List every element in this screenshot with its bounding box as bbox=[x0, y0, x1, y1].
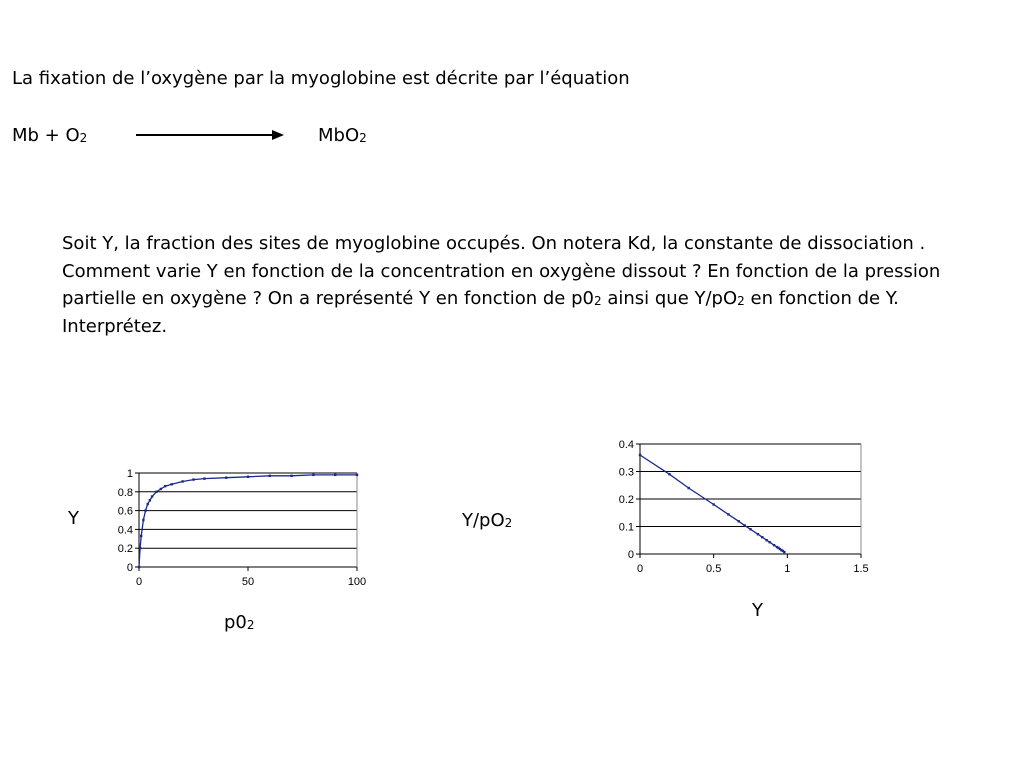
chart1-ytick-label: 1 bbox=[126, 468, 133, 480]
chart1-data-point bbox=[144, 509, 146, 511]
question-sub-2: 2 bbox=[737, 294, 745, 308]
chart1-data-point bbox=[334, 474, 336, 476]
question-part-1: Soit Y, la fraction des sites de myoglobine occupés. On notera Kd, la constante de dissociation . Comment varie Y en fonction de la concentration en oxygène dissout ? En fonction de la pression partielle en oxygène ? On a représenté Y en fonction de p0 bbox=[62, 233, 941, 309]
chart1-ylabel: Y bbox=[68, 508, 79, 529]
chart2-ylabel bbox=[462, 510, 512, 531]
chart2-data-point bbox=[757, 533, 759, 535]
chart1-xtick-label: 100 bbox=[347, 576, 367, 588]
chart1-data-point bbox=[181, 480, 183, 482]
chart2-data-point bbox=[738, 520, 740, 522]
chart1-data-point bbox=[203, 477, 205, 479]
chart2-xtick-label: 0 bbox=[636, 563, 644, 575]
question-paragraph bbox=[62, 230, 992, 340]
chart2-data-point bbox=[639, 454, 641, 456]
chart1-xlabel-subscript: 2 bbox=[246, 618, 255, 632]
chart1-xlabel bbox=[224, 612, 255, 633]
chart1-xlabel-text: p0 bbox=[224, 612, 247, 633]
chart1-data-point bbox=[164, 485, 166, 487]
reactants-text: Mb + O bbox=[12, 125, 80, 146]
chart2-xtick-label: 1 bbox=[784, 563, 791, 575]
chart2-data-point bbox=[773, 544, 775, 546]
equation-reactants bbox=[12, 125, 87, 146]
chart2-ytick-label: 0.2 bbox=[618, 494, 634, 506]
equation-product bbox=[318, 125, 367, 146]
reaction-arrow-icon bbox=[136, 128, 286, 142]
chart1-ytick-label: 0 bbox=[126, 562, 133, 574]
chart1-data-point bbox=[192, 478, 194, 480]
question-part-2: ainsi que Y/pO bbox=[601, 288, 738, 309]
chart2-data-point bbox=[687, 487, 689, 489]
chart1-data-point bbox=[149, 499, 151, 501]
intro-text: La fixation de l’oxygène par la myoglobine est décrite par l’équation bbox=[12, 68, 630, 89]
chart2-xtick-label: 1.5 bbox=[853, 563, 869, 575]
chart1-ytick-label: 0.6 bbox=[117, 505, 133, 518]
chart2-ytick-label: 0.4 bbox=[618, 439, 634, 451]
chart2-data-point bbox=[749, 528, 751, 530]
chart1-data-point bbox=[247, 476, 249, 478]
chart1-data-point bbox=[155, 491, 157, 493]
chart2-data-point bbox=[783, 551, 785, 553]
chart2-data-point bbox=[727, 513, 729, 515]
chart2-ytick-label: 0 bbox=[627, 549, 634, 561]
chart2-data-point bbox=[712, 503, 714, 505]
chart1-data-point bbox=[160, 488, 162, 490]
chart1-ytick-label: 0.8 bbox=[117, 486, 133, 499]
chart1-data-point bbox=[312, 474, 314, 476]
chart1-data-point bbox=[171, 483, 173, 485]
chart1-xtick-label: 0 bbox=[135, 576, 143, 588]
chart1-ytick-label: 0.2 bbox=[117, 543, 133, 556]
question-sub-1: 2 bbox=[593, 294, 602, 308]
chart1-series-line bbox=[139, 475, 357, 567]
chart1-data-point bbox=[139, 547, 141, 549]
product-subscript: 2 bbox=[359, 131, 367, 145]
chart2-data-point bbox=[668, 473, 670, 475]
chart2-data-point bbox=[768, 541, 770, 543]
chart2-data-point bbox=[743, 524, 745, 526]
chart1-data-point bbox=[140, 535, 142, 537]
chart1-saturation-curve bbox=[100, 458, 380, 598]
chart2-data-point bbox=[761, 536, 763, 538]
chart2-ytick-label: 0.1 bbox=[618, 521, 634, 534]
chart2-scatchard-plot bbox=[596, 432, 886, 588]
product-text: MbO bbox=[318, 125, 360, 146]
chart1-data-point bbox=[356, 474, 358, 476]
chart2-xlabel: Y bbox=[752, 600, 763, 621]
chart1-xtick-label: 50 bbox=[241, 576, 255, 588]
question-part-3: en fonction de Y. Interprétez. bbox=[62, 288, 899, 337]
chart1-ytick-label: 0.4 bbox=[117, 524, 133, 537]
chart2-data-point bbox=[766, 539, 768, 541]
chart1-data-point bbox=[142, 519, 144, 521]
reactants-subscript: 2 bbox=[79, 131, 88, 145]
chart2-ylabel-text: Y/pO bbox=[462, 510, 505, 531]
chart2-ylabel-subscript: 2 bbox=[504, 516, 513, 530]
chart2-xtick-label: 0.5 bbox=[706, 563, 722, 575]
chart2-ytick-label: 0.3 bbox=[618, 466, 634, 479]
chart1-data-point bbox=[225, 477, 227, 479]
chart1-data-point bbox=[151, 495, 153, 497]
chart1-data-point bbox=[290, 475, 292, 477]
chart1-data-point bbox=[147, 503, 149, 505]
chart1-data-point bbox=[269, 475, 271, 477]
chart1-data-point bbox=[138, 566, 140, 568]
